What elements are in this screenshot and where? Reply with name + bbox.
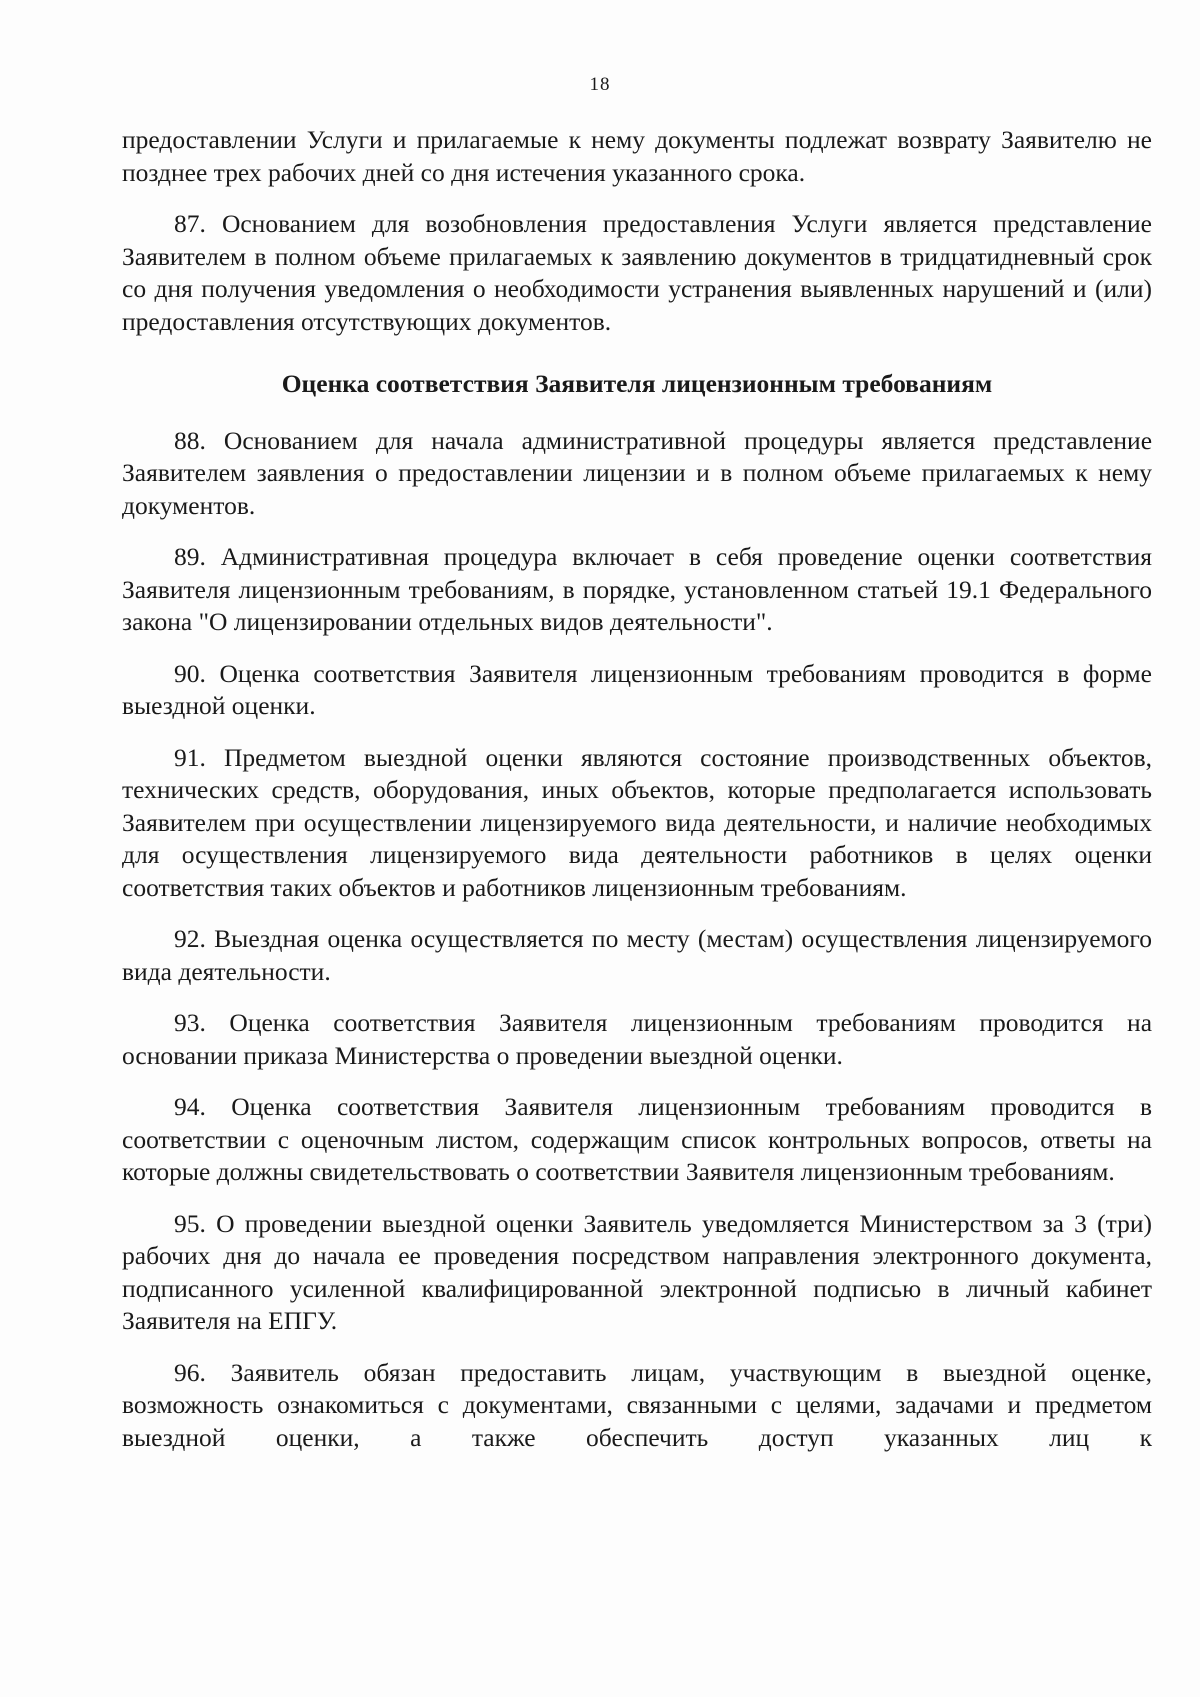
paragraph-number: 87. [174,209,206,238]
paragraph-number: 92. [174,924,206,953]
paragraph-continued [122,124,1152,189]
paragraph-text: Предметом выездной оценки являются состояние производственных объектов, технических средств, оборудования, иных объектов, которые предполагается использовать Заявителем при осуществлении лицензируемого вида деятельности, и наличие необходимых для осуществления лицензируемого вида деятельности работников в целях оценки соответствия таких объектов и работников лицензионным требованиям. [122,742,1153,902]
paragraph-text: О проведении выездной оценки Заявитель уведомляется Министерством за 3 (три) рабочих дня до начала ее проведения посредством направления электронного документа, подписанного усиленной квалифицированной электронной подписью в личный кабинет Заявителя на ЕПГУ. [122,1208,1152,1335]
paragraph-text: Оценка соответствия Заявителя лицензионным требованиям проводится на основании приказа Министерства о проведении выездной оценки. [122,1008,1153,1070]
paragraph-96 [122,1357,1152,1455]
paragraph-number: 90. [174,658,206,688]
paragraph-number: 88. [174,425,206,455]
paragraph-number: 91. [174,742,206,772]
document-body [122,124,1152,1473]
paragraph-text: Основанием для возобновления предоставления Услуги является представление Заявителем в полном объеме прилагаемых к заявлению документов в тридцатидневный срок со дня получения уведомления о необходимости устранения выявленных нарушений и (или) предоставления отсутствующих документов. [122,209,1153,336]
paragraph-text: предоставлении Услуги и прилагаемые к нему документы подлежат возврату Заявителю не позднее трех рабочих дней со дня истечения указанного срока. [122,125,1152,187]
paragraph-number: 96. [174,1357,206,1387]
paragraph-88 [122,425,1152,523]
paragraph-87 [122,208,1152,338]
paragraph-95 [122,1208,1152,1338]
paragraph-92 [122,923,1152,988]
paragraph-number: 89. [174,542,206,571]
paragraph-text: Оценка соответствия Заявителя лицензионным требованиям проводится в форме выездной оценки. [122,658,1152,720]
paragraph-91 [122,742,1152,905]
paragraph-93 [122,1007,1152,1072]
paragraph-89 [122,541,1152,639]
paragraph-number: 93. [174,1008,206,1037]
paragraph-94 [122,1091,1152,1189]
paragraph-number: 94. [174,1092,206,1121]
section-heading: Оценка соответствия Заявителя лицензионным требованиям [281,369,993,398]
paragraph-text: Заявитель обязан предоставить лицам, участвующим в выездной оценке, возможность ознакомиться с документами, связанными с целями, задачами и предметом выездной оценки, а также обеспечить доступ указанных лиц к [122,1357,1153,1452]
paragraph-number: 95. [174,1208,206,1238]
paragraph-text: Выездная оценка осуществляется по месту (местам) осуществления лицензируемого вида деятельности. [122,924,1152,986]
page-number: 18 [589,74,611,95]
paragraph-text: Административная процедура включает в себя проведение оценки соответствия Заявителя лицензионным требованиям, в порядке, установленном статьей 19.1 Федерального закона "О лицензировании отдельных видов деятельности". [122,542,1152,636]
paragraph-text: Основанием для начала административной процедуры является представление Заявителем заявления о предоставлении лицензии и в полном объеме прилагаемых к нему документов. [122,425,1153,520]
paragraph-90 [122,658,1152,723]
paragraph-text: Оценка соответствия Заявителя лицензионным требованиям проводится в соответствии с оценочным листом, содержащим список контрольных вопросов, ответы на которые должны свидетельствовать о соответствии Заявителя лицензионным требованиям. [122,1092,1153,1186]
